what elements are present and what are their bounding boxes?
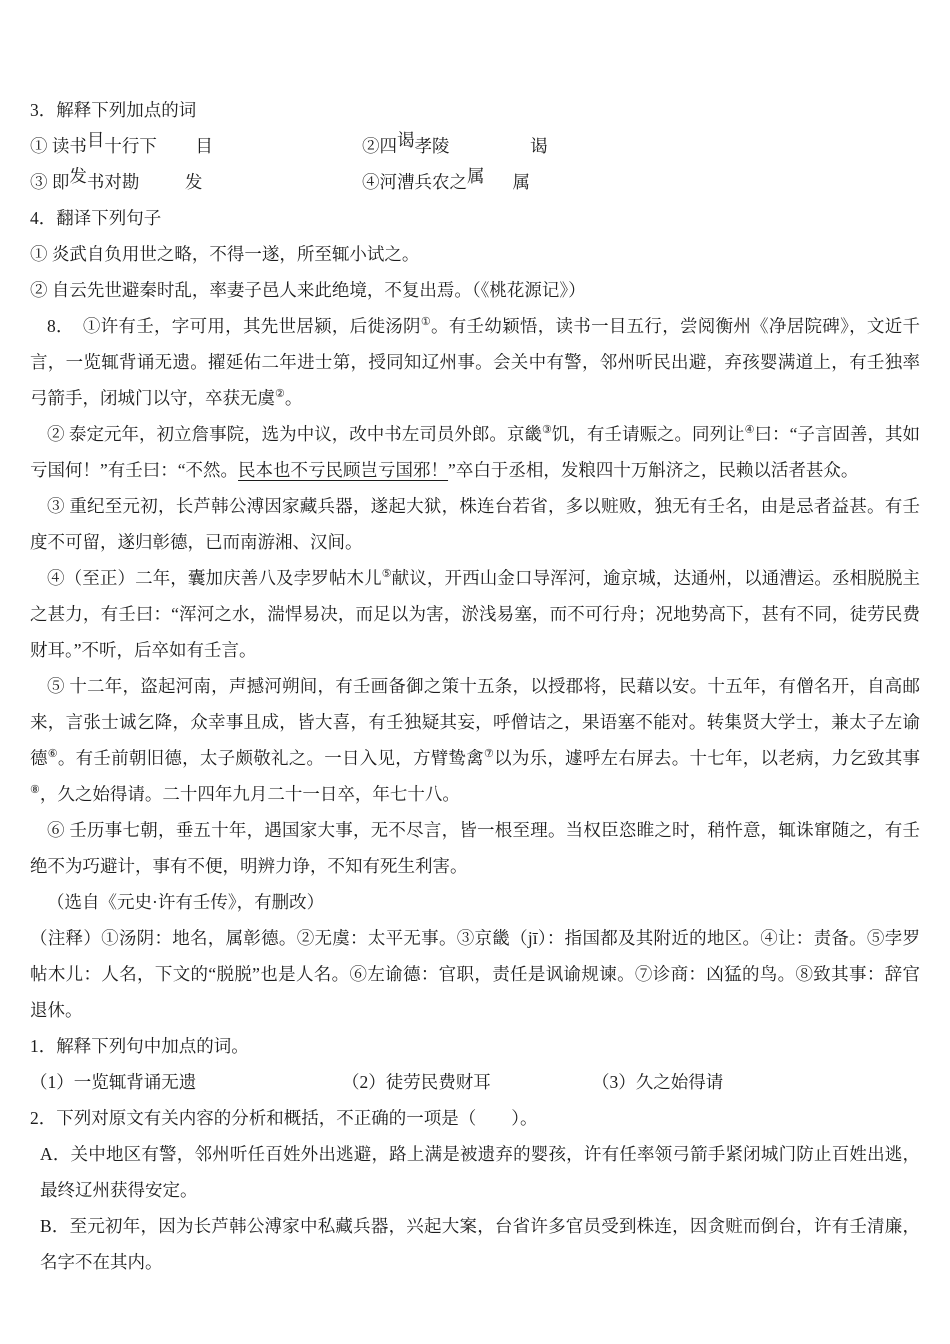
text-segment: 。有壬幼颖悟，读书一目五行，尝阅衡州《净居院碑》，文近千言，一览辄背诵无遗。擢延佑二年进士第，授同知辽州事。会关中有警，邻州听民出避，弃孩婴满道上，有壬独率弓箭手，闭城门以守，卒获无虞 [30,316,920,408]
q3-item-4-answer-word: 属 [512,172,530,192]
text-segment: 饥，有壬请赈之。同列让 [551,424,745,444]
note-reference-number: ④ [744,424,755,436]
note-reference-number: ③ [542,424,552,436]
q2-options [40,1136,920,1280]
q4-label: 4．翻译下列句子 [30,208,162,228]
note-reference-number: ⑤ [381,568,392,580]
q1-item-2: （2）徒劳民费财耳 [342,1072,491,1092]
q3-item-1 [30,128,362,164]
text-segment: 。有壬前朝旧德，太子颇敬礼之。一日入见，方臂鸷禽 [57,748,485,768]
q3-item-2-answer-word: 谒 [530,136,548,156]
q3-item-1-dotted-char: 目 [86,130,105,150]
text-segment: ”卒白于丞相，发粮四十万斛济之，民赖以活者甚众。 [448,460,859,480]
q1-items-row [30,1064,920,1100]
text-segment: ⑤ 十二年，盗起河南，声撼河朔间，有壬画备御之策十五条，以授郡将，民藉以安。十五年，有僧名开，自高邮来，言张士诚乞降，众幸事且成，皆大喜，有壬独疑其妄，呼僧诘之，果语塞不能对。转集贤大学士，兼太子左谕德 [30,676,920,768]
note-reference-number: ⑥ [47,748,58,760]
q3-item-4 [362,164,920,200]
text-segment: 8． ①许有壬，字可用，其先世居颍，后徙汤阴 [47,316,421,336]
passage-paragraph-3 [30,488,920,560]
q2-option-b: B．至元初年，因为长芦韩公溥家中私藏兵器，兴起大案，台省许多官员受到株连，因贪赃而倒台，许有壬清廉，名字不在其内。 [40,1216,920,1272]
q3-item-2 [362,128,920,164]
q3-item-2-pre: ②四 [362,136,397,156]
q3-item-3-post: 书对勘 [86,172,140,192]
passage-paragraph-4 [30,560,920,668]
q3-item-3-pre: ③ 即 [30,172,70,192]
passage [30,308,920,1028]
note-reference-number: ① [420,316,431,328]
text-segment: 以为乐，遽呼左右屏去。十七年，以老病，力乞致其事 [494,748,921,768]
passage-notes: （注释）①汤阴：地名，属彰德。②无虞：太平无事。③京畿（jī）：指国都及其附近的地区。④让：责备。⑤孛罗帖木儿：人名，下文的“脱脱”也是人名。⑥左谕德：官职，责任是讽谕规谏。⑦诊商：凶猛的鸟。⑧致其事：辞官退休。 [30,928,920,1020]
q1-item-1: （1）一览辄背诵无遗 [30,1072,197,1092]
q3-item-2-dotted-char: 谒 [397,130,415,150]
q3-item-4-pre: ④河漕兵农之 [362,172,467,192]
q3-row-1 [30,128,920,164]
q3-label: 3．解释下列加点的词 [30,100,197,120]
q3-item-4-dotted-char: 属 [467,166,485,186]
note-reference-number: ⑦ [484,748,495,760]
q3-item-1-answer-word: 目 [195,136,213,156]
note-reference-number: ② [275,388,285,400]
passage-source: （选自《元史·许有壬传》，有删改） [47,892,325,912]
q2-label: 2．下列对原文有关内容的分析和概括，不正确的一项是（ ）。 [30,1108,538,1128]
text-segment: 献议，开西山金口导浑河，逾京城，达通州，以通漕运。丞相脱脱主之甚力，有壬曰：“浑河之水，湍悍易决，而足以为害，淤浅易塞，而不可行舟；况地势高下，甚有不同，徒劳民费财耳。”不听，后卒如有壬言。 [30,568,920,660]
text-segment: ，久之始得请。二十四年九月二十一日卒，年七十八。 [39,784,460,804]
passage-paragraph-2 [30,416,920,488]
q3-item-3-dotted-char: 发 [69,166,87,186]
passage-paragraph-6 [30,812,920,884]
q4-item-2: ② 自云先世避秦时乱，率妻子邑人来此绝境，不复出焉。（《桃花源记》） [30,280,586,300]
text-segment: ④（至正）二年，囊加庆善八及孛罗帖木儿 [47,568,382,588]
q1-label: 1．解释下列句中加点的词。 [30,1036,249,1056]
q3-item-2-post: 孝陵 [414,136,450,156]
text-segment: 曰：“子言固善，其如亏国何！”有壬曰：“不然。 [30,424,920,480]
note-reference-number: ⑧ [30,784,40,796]
q2-option-a: A．关中地区有警，邻州听任百姓外出逃避，路上满是被遗弃的婴孩，许有任率领弓箭手紧闭城门防止百姓出逃，最终辽州获得安定。 [40,1144,920,1200]
q3-item-3-answer-word: 发 [184,172,203,192]
q1-item-3: （3）久之始得请 [592,1072,724,1092]
text-segment: ③ 重纪至元初，长芦韩公溥因家藏兵器，遂起大狱，株连台若省，多以赃败，独无有壬名，由是忌者益甚。有壬度不可留，遂归彰德，已而南游湘、汉间。 [30,496,920,552]
text-segment: ⑥ 壬历事七朝，垂五十年，遇国家大事，无不尽言，皆一根至理。当权臣恣睢之时，稍忤意，辄诛窜随之，有壬绝不为巧避计，事有不便，明辨力诤，不知有死生利害。 [30,820,920,876]
q3-item-1-pre: ① 读书 [30,136,87,156]
q3-row-2 [30,164,920,200]
text-segment: 。 [284,388,303,408]
q4-item-1: ① 炎武自负用世之略，不得一遂，所至辄小试之。 [30,244,420,264]
q3-item-1-post: 十行下 [104,136,157,156]
text-segment: ② 泰定元年，初立詹事院，选为中议，改中书左司员外郎。京畿 [47,424,542,444]
passage-paragraph-1 [30,308,920,416]
q3-item-3 [30,164,362,200]
passage-paragraph-5 [30,668,920,812]
underlined-text: 民本也不亏民顾岂亏国邪！ [238,460,449,480]
